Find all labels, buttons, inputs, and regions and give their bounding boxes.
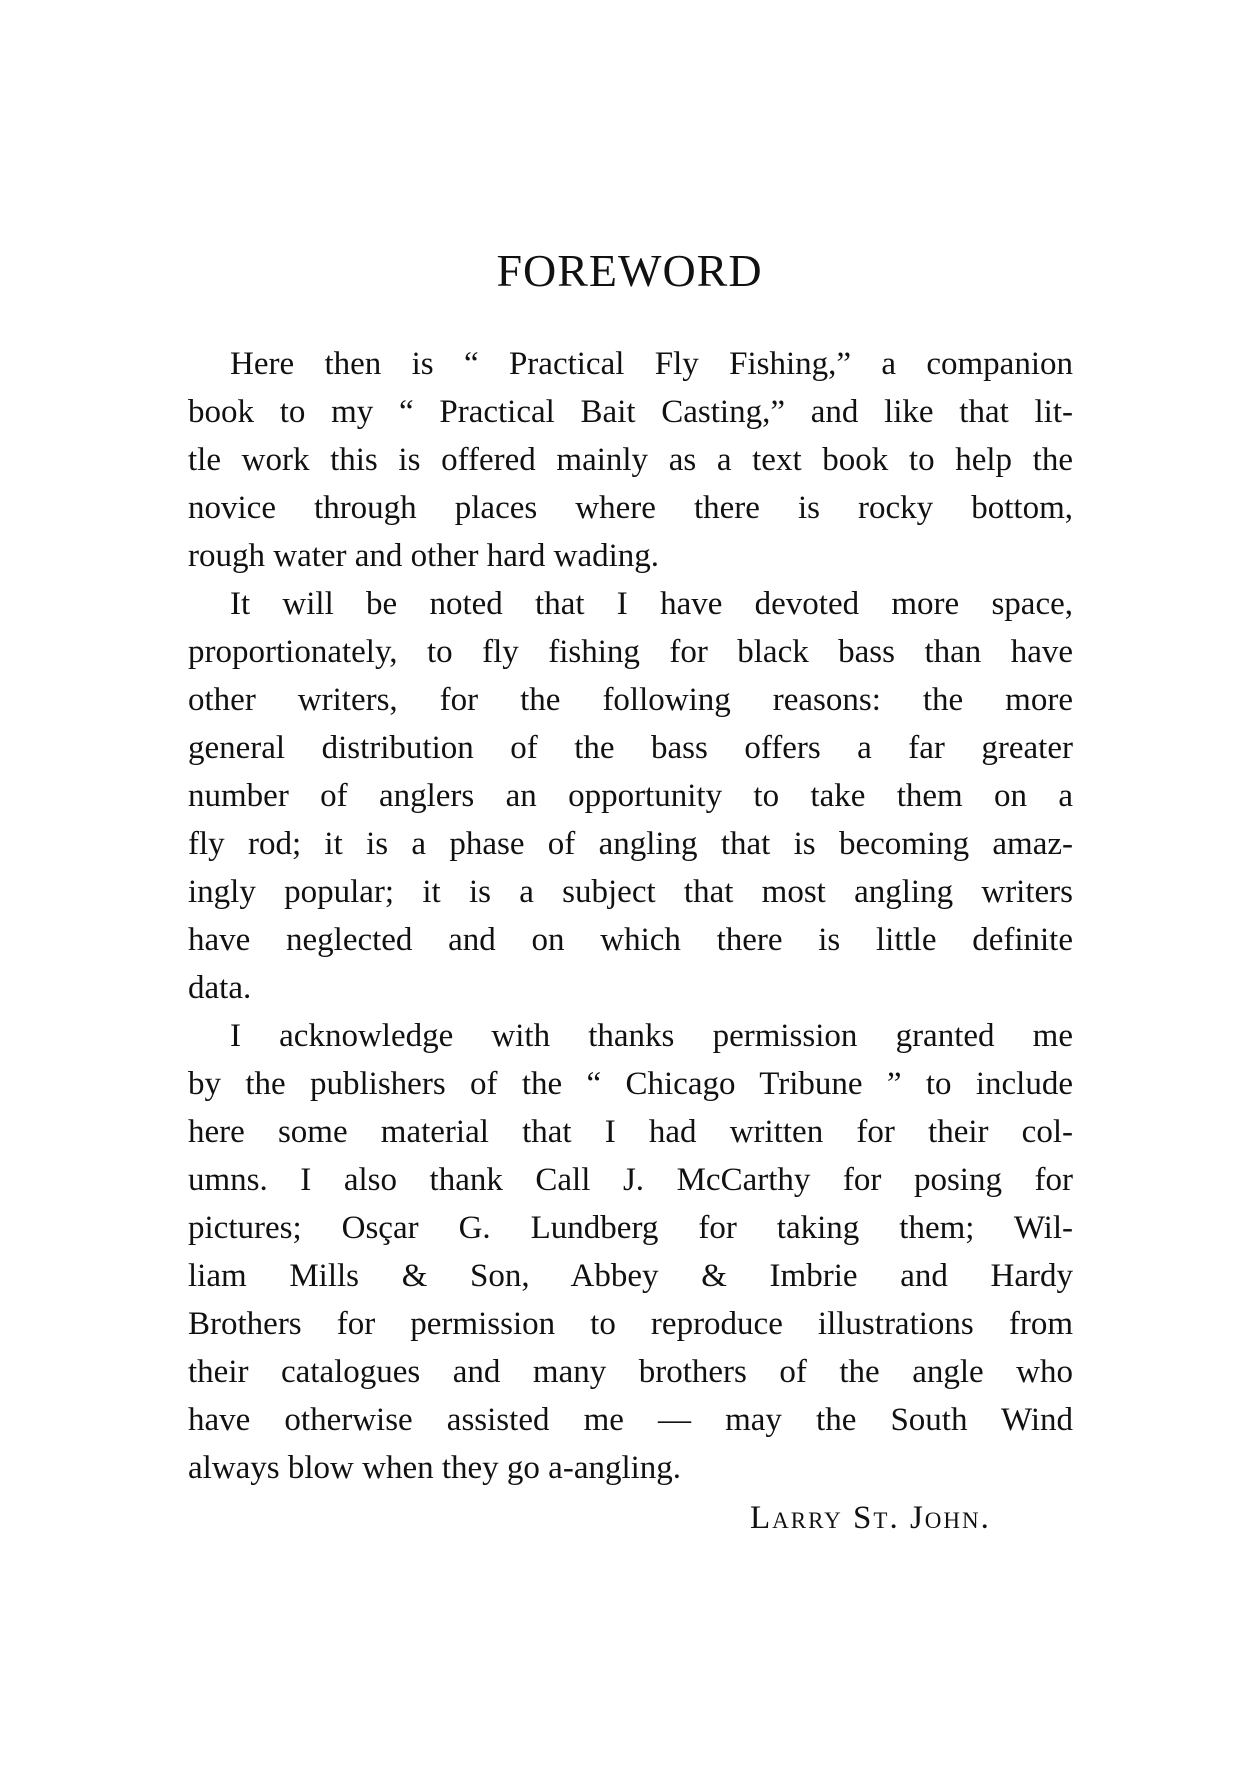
text-line: data. [188, 970, 252, 1006]
text-line: always blow when they go a-angling. [188, 1450, 682, 1486]
text-line: rough water and other hard wading. [188, 538, 660, 574]
text-line: other writers, for the following reasons: the more [188, 682, 1073, 718]
text-line: their catalogues and many brothers of the angle who [188, 1354, 1073, 1390]
text-line: have neglected and on which there is little definite [188, 922, 1073, 958]
text-line: It will be noted that I have devoted more space, [230, 586, 1073, 622]
text-line: by the publishers of the “ Chicago Tribune ” to include [188, 1066, 1073, 1102]
text-line: Here then is “ Practical Fly Fishing,” a companion [230, 346, 1073, 382]
text-line: Brothers for permission to reproduce illustrations from [188, 1306, 1073, 1342]
text-line: here some material that I had written for their col- [188, 1114, 1073, 1150]
text-line: pictures; Osçar G. Lundberg for taking them; Wil- [188, 1210, 1073, 1246]
foreword-body [188, 340, 1073, 1492]
page-title: FOREWORD [496, 245, 763, 296]
author-signature: Larry St. John. [750, 1500, 991, 1536]
text-line: have otherwise assisted me — may the South Wind [188, 1402, 1073, 1438]
text-line: liam Mills & Son, Abbey & Imbrie and Hardy [188, 1258, 1073, 1294]
text-line: book to my “ Practical Bait Casting,” and like that lit- [188, 394, 1073, 430]
text-line: novice through places where there is rocky bottom, [188, 490, 1073, 526]
text-line: proportionately, to fly fishing for black bass than have [188, 634, 1073, 670]
text-line: I acknowledge with thanks permission granted me [230, 1018, 1073, 1054]
text-line: umns. I also thank Call J. McCarthy for posing for [188, 1162, 1073, 1198]
text-line: number of anglers an opportunity to take them on a [188, 778, 1073, 814]
text-line: fly rod; it is a phase of angling that is becoming amaz- [188, 826, 1073, 862]
text-line: general distribution of the bass offers a far greater [188, 730, 1073, 766]
text-line: ingly popular; it is a subject that most angling writers [188, 874, 1073, 910]
text-line: tle work this is offered mainly as a text book to help the [188, 442, 1073, 478]
